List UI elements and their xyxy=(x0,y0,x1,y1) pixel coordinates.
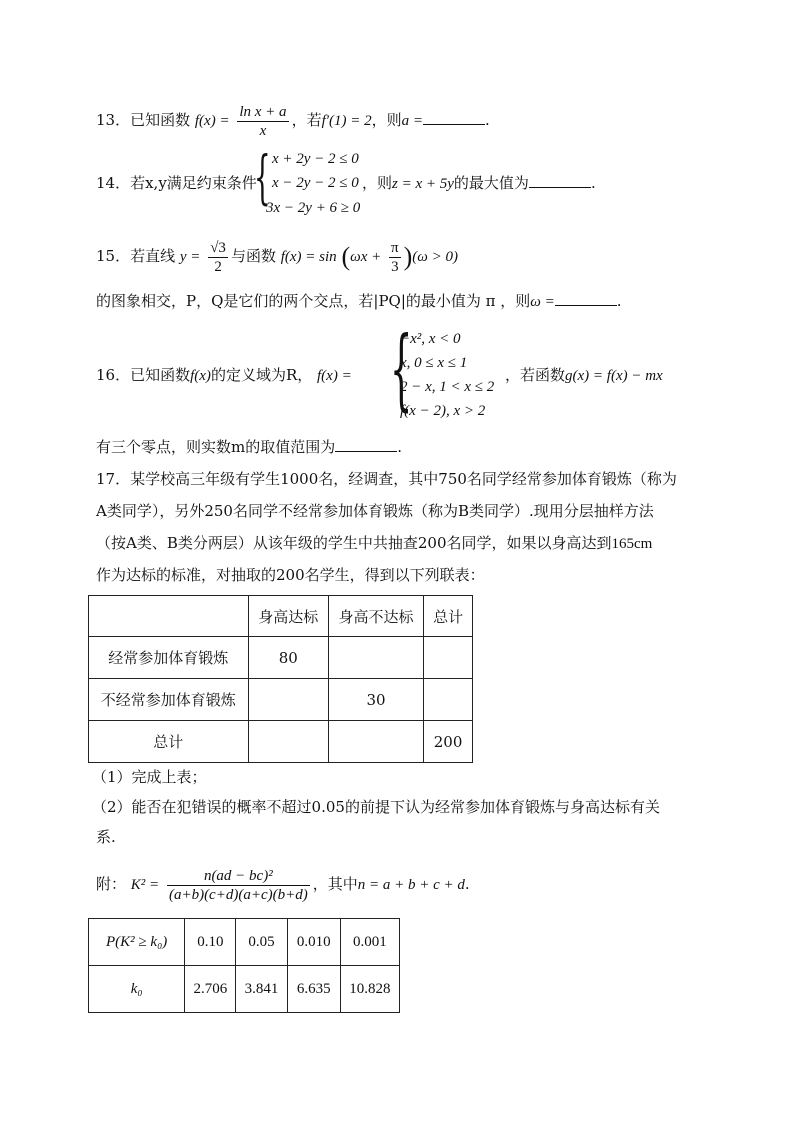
table-row: 经常参加体育锻炼 80 xyxy=(89,637,473,679)
table-header: 总计 xyxy=(424,596,473,637)
table-header: 身高达标 xyxy=(248,596,328,637)
question-16: 16．已知函数f(x)的定义域为R， f(x) = xyxy=(96,366,352,384)
table-row: k₀ 2.706 3.841 6.635 10.828 xyxy=(89,966,400,1013)
q17-line-2: A类同学），另外250名同学不经常参加体育锻炼（称为B类同学）.现用分层抽样方法 xyxy=(96,502,654,520)
q14-answer-blank xyxy=(529,173,591,188)
q13-number: 13． xyxy=(96,111,131,129)
q13-fraction: $\frac{\text{ln x + a}}{x}$ xyxy=(239,103,287,139)
q16-piece-4: f(x − 2), x > 2 xyxy=(400,403,486,419)
table-row: 总计 200 xyxy=(89,721,473,763)
contingency-table xyxy=(88,595,473,763)
table-header xyxy=(89,596,249,637)
question-15: 15．若直线 y = $\frac{√3}{2}$ 与函数 f(x) = sin (ωx + $\frac{\pi}{3}$ )(ω > 0) xyxy=(96,239,458,275)
appendix-formula: 附： K² = $\frac{\text{n(ad − bc)²}}{(a+b)(c+d)(a+c)(b+d)}$ ，其中n = a + b + c + d. xyxy=(96,867,470,903)
question-17: 17．某学校高三年级有学生1000名，经调查，其中750名同学经常参加体育锻炼（称为 xyxy=(96,470,677,488)
q17-line-4: 作为达标的标准，对抽取的200名学生，得到以下列联表： xyxy=(96,566,485,584)
q14-brace: { xyxy=(254,143,271,211)
q14-constraint-3: 3x − 2y + 6 ≥ 0 xyxy=(266,200,361,216)
q15-answer-blank xyxy=(555,291,617,306)
question-14: 14．若x,y满足约束条件 xyxy=(96,174,257,192)
q16-line-2: 有三个零点，则实数m的取值范围为 . xyxy=(96,438,403,456)
chi-square-fraction: $\frac{\text{n(ad − bc)²}}{(a+b)(c+d)(a+c)(b+d)}$ xyxy=(168,867,308,903)
q17-sub-2: （2）能否在犯错误的概率不超过0.05的前提下认为经常参加体育锻炼与身高达标有关 xyxy=(92,798,660,816)
q15-pi-fraction: $\frac{\pi}{3}$ xyxy=(391,239,399,275)
q17-sub-2-cont: 系. xyxy=(96,828,116,846)
q16-piece-3: 2 − x, 1 < x ≤ 2 xyxy=(400,379,495,395)
q15-line-2: 的图象相交，P，Q是它们的两个交点，若|PQ|的最小值为 π ，则ω = . xyxy=(96,292,622,310)
q13-function: f(x) = xyxy=(194,113,230,129)
q15-fraction: $\frac{√3}{2}$ xyxy=(210,239,226,275)
q16-piece-2: x, 0 ≤ x ≤ 1 xyxy=(400,355,468,371)
q16-piece-1: −x², x < 0 xyxy=(400,331,461,347)
table-row: 不经常参加体育锻炼 30 xyxy=(89,679,473,721)
q14-tail: ，则z = x + 5y的最大值为 . xyxy=(362,174,596,192)
q13-answer-blank xyxy=(423,110,485,125)
table-header: 身高不达标 xyxy=(328,596,423,637)
q14-constraint-2: x − 2y − 2 ≤ 0 xyxy=(272,175,359,191)
critical-value-table xyxy=(88,918,400,1013)
q16-tail: ，若函数g(x) = f(x) − mx xyxy=(505,366,663,384)
q14-constraint-1: x + 2y − 2 ≤ 0 xyxy=(272,151,359,167)
q17-line-3: （按A类、B类分两层）从该年级的学生中共抽查200名同学，如果以身高达到165cm xyxy=(96,534,653,552)
q16-answer-blank xyxy=(335,437,397,452)
q16-brace: { xyxy=(390,317,413,420)
question-13: 13．已知函数 f(x) = $\frac{\text{ln x + a}}{x}$ ，若f′(1) = 2，则a = . xyxy=(96,103,490,139)
q17-sub-1: （1）完成上表； xyxy=(92,768,207,786)
table-row: P(K² ≥ k₀) 0.10 0.05 0.010 0.001 xyxy=(89,919,400,966)
